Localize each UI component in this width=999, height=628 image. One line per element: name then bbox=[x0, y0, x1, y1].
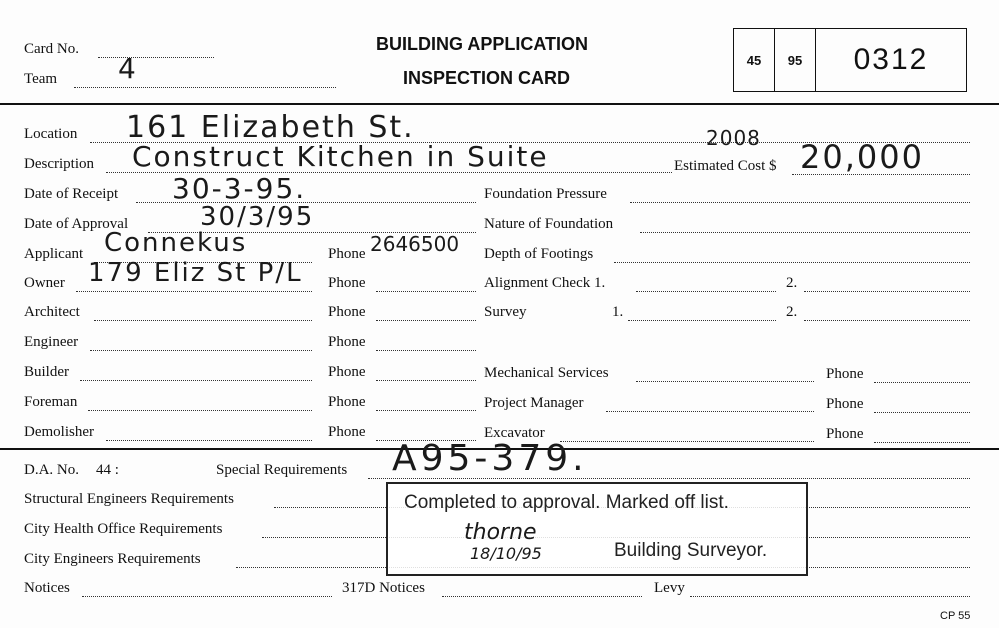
city-engineers-label: City Engineers Requirements bbox=[24, 551, 201, 567]
foreman-phone-label: Phone bbox=[328, 394, 366, 410]
demolisher-phone-label: Phone bbox=[328, 424, 366, 440]
owner-dots bbox=[76, 291, 312, 292]
notices-label: Notices bbox=[24, 580, 70, 596]
architect-phone-label: Phone bbox=[328, 304, 366, 320]
levy-dots bbox=[690, 596, 970, 597]
applicant-phone-label: Phone bbox=[328, 246, 366, 262]
da-no-label: D.A. No. bbox=[24, 462, 79, 478]
architect-label: Architect bbox=[24, 304, 80, 320]
special-requirements-value: A95-379. bbox=[392, 438, 588, 479]
foreman-phone-dots bbox=[376, 410, 476, 411]
architect-dots bbox=[94, 320, 312, 321]
builder-phone-dots bbox=[376, 380, 476, 381]
alignment-check-1-dots bbox=[636, 291, 776, 292]
demolisher-label: Demolisher bbox=[24, 424, 94, 440]
owner-label: Owner bbox=[24, 275, 65, 291]
survey-1-dots bbox=[628, 320, 776, 321]
owner-value: 179 Eliz St P/L bbox=[88, 258, 303, 288]
da-no-value: 44 : bbox=[96, 462, 119, 478]
description-value: Construct Kitchen in Suite bbox=[132, 140, 549, 173]
date-of-receipt-label: Date of Receipt bbox=[24, 186, 119, 202]
builder-label: Builder bbox=[24, 364, 69, 380]
builder-phone-label: Phone bbox=[328, 364, 366, 380]
alignment-check-label: Alignment Check 1. bbox=[484, 275, 606, 291]
applicant-label: Applicant bbox=[24, 246, 84, 262]
date-of-approval-label: Date of Approval bbox=[24, 216, 129, 232]
alignment-check-2-dots bbox=[804, 291, 970, 292]
depth-of-footings-dots bbox=[614, 262, 970, 263]
excavator-dots bbox=[560, 441, 814, 442]
engineer-phone-label: Phone bbox=[328, 334, 366, 350]
builder-dots bbox=[80, 380, 312, 381]
applicant-value: Connekus bbox=[104, 228, 248, 258]
engineer-phone-dots bbox=[376, 350, 476, 351]
excavator-phone-dots bbox=[874, 442, 970, 443]
mechanical-services-phone-dots bbox=[874, 382, 970, 383]
location-label: Location bbox=[24, 126, 78, 142]
engineer-dots bbox=[90, 350, 312, 351]
nature-of-foundation-label: Nature of Foundation bbox=[484, 216, 614, 232]
mechanical-services-dots bbox=[636, 381, 814, 382]
estimated-cost-label: Estimated Cost $ bbox=[674, 158, 777, 174]
survey-label: Survey bbox=[484, 304, 527, 320]
survey-2-label: 2. bbox=[786, 304, 798, 320]
reference-box bbox=[733, 28, 967, 92]
levy-label: Levy bbox=[654, 580, 685, 596]
foundation-pressure-dots bbox=[630, 202, 970, 203]
approval-stamp bbox=[386, 482, 808, 576]
project-manager-label: Project Manager bbox=[484, 395, 584, 411]
architect-phone-dots bbox=[376, 320, 476, 321]
notices-317d-label: 317D Notices bbox=[342, 580, 425, 596]
city-health-label: City Health Office Requirements bbox=[24, 521, 223, 537]
location-value: 161 Elizabeth St. bbox=[126, 110, 415, 145]
foreman-label: Foreman bbox=[24, 394, 78, 410]
team-value: 4 bbox=[118, 52, 138, 85]
card-no-dots bbox=[98, 57, 214, 58]
title-line2: INSPECTION CARD bbox=[403, 68, 571, 88]
date-of-approval-value: 30/3/95 bbox=[200, 202, 315, 232]
ref-number: 0312 bbox=[853, 43, 929, 76]
stamp-date: 18/10/95 bbox=[470, 544, 542, 563]
survey-2-dots bbox=[804, 320, 970, 321]
special-requirements-label: Special Requirements bbox=[216, 462, 348, 478]
stamp-line1: Completed to approval. Marked off list. bbox=[404, 492, 729, 513]
description-label: Description bbox=[24, 156, 94, 172]
estimated-cost-value: 20,000 bbox=[800, 138, 924, 176]
stamp-signature: thorne bbox=[464, 520, 537, 545]
project-manager-dots bbox=[606, 411, 814, 412]
notices-317d-dots bbox=[442, 596, 642, 597]
applicant-phone-value: 2646500 bbox=[370, 232, 460, 256]
demolisher-dots bbox=[106, 440, 312, 441]
project-manager-phone-label: Phone bbox=[826, 396, 864, 412]
mechanical-services-label: Mechanical Services bbox=[484, 365, 609, 381]
project-manager-phone-dots bbox=[874, 412, 970, 413]
engineer-label: Engineer bbox=[24, 334, 79, 350]
structural-engineers-label: Structural Engineers Requirements bbox=[24, 491, 234, 507]
foreman-dots bbox=[88, 410, 312, 411]
mechanical-services-phone-label: Phone bbox=[826, 366, 864, 382]
depth-of-footings-label: Depth of Footings bbox=[484, 246, 594, 262]
date-of-receipt-value: 30-3-95. bbox=[172, 172, 307, 205]
footer-code: CP 55 bbox=[940, 610, 971, 622]
ref-a: 45 bbox=[734, 29, 775, 91]
ref-b: 95 bbox=[775, 29, 816, 91]
excavator-phone-label: Phone bbox=[826, 426, 864, 442]
title-line1: BUILDING APPLICATION bbox=[376, 34, 588, 54]
card-no-label: Card No. bbox=[24, 41, 79, 57]
owner-phone-label: Phone bbox=[328, 275, 366, 291]
notices-dots bbox=[82, 596, 332, 597]
owner-phone-dots bbox=[376, 291, 476, 292]
excavator-label: Excavator bbox=[484, 425, 545, 441]
stamp-signoff: Building Surveyor. bbox=[614, 540, 768, 561]
nature-of-foundation-dots bbox=[640, 232, 970, 233]
description-extra: 2008 bbox=[706, 126, 761, 150]
alignment-check-2-label: 2. bbox=[786, 275, 798, 291]
survey-1-label: 1. bbox=[612, 304, 624, 320]
team-label: Team bbox=[24, 71, 58, 87]
divider-top bbox=[0, 103, 999, 105]
foundation-pressure-label: Foundation Pressure bbox=[484, 186, 607, 202]
team-dots bbox=[74, 87, 336, 88]
